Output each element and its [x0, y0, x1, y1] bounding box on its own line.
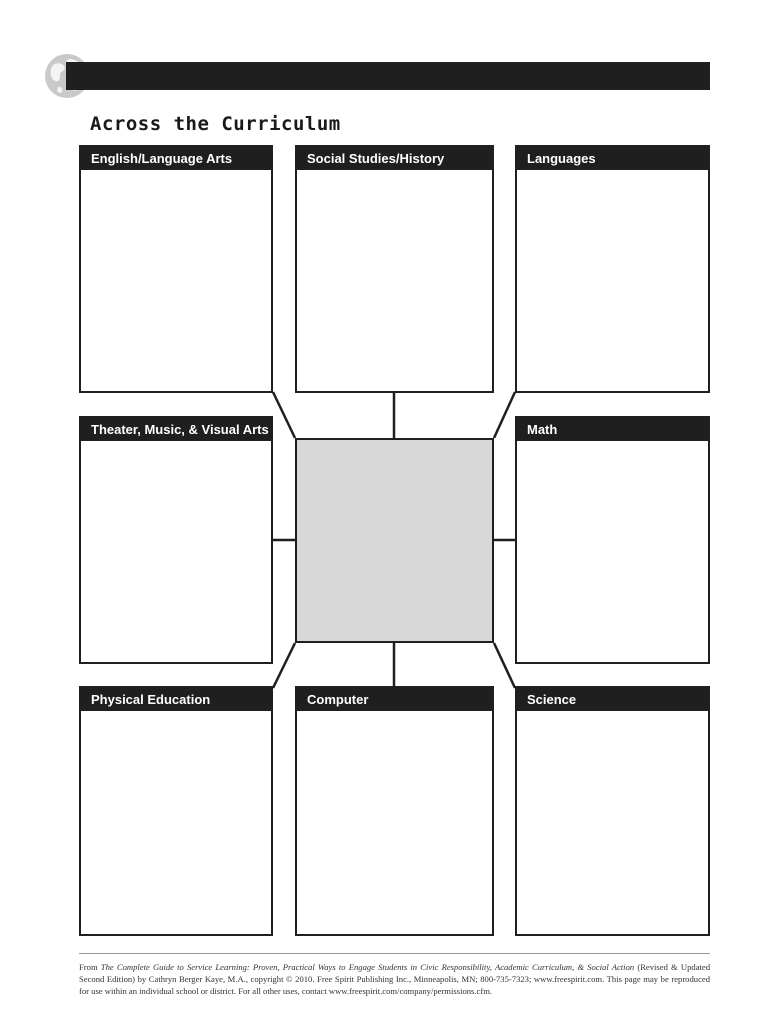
box-science — [515, 686, 710, 936]
box-languages — [515, 145, 710, 393]
footer-divider — [79, 953, 710, 954]
box-header-label: English/Language Arts — [81, 147, 271, 170]
footer-prefix: From — [79, 962, 101, 972]
footer-book-title: The Complete Guide to Service Learning: Proven, Practical Ways to Engage Students in Civic Responsibility, Academic Curriculum, & Social Action — [100, 962, 635, 972]
box-english-language-arts — [79, 145, 273, 393]
box-header-label: Languages — [517, 147, 708, 170]
box-header-label: Physical Education — [81, 688, 271, 711]
box-header-label: Math — [517, 418, 708, 441]
box-computer — [295, 686, 494, 936]
box-header-label: Science — [517, 688, 708, 711]
box-theater-music-visual-arts — [79, 416, 273, 664]
box-header-label: Theater, Music, & Visual Arts — [81, 418, 271, 441]
box-physical-education — [79, 686, 273, 936]
footer-suffix: (Revised & Updated Second Edition) by Cathryn Berger Kaye, M.A., copyright © 2010. Free Spirit Publishing Inc., Minneapolis, MN; 800-735-7323; www.freespirit.com. This page may be reproduced for use within an individual school or district. For all other uses, contact www.freespirit.com/company/permissions.cfm. — [79, 962, 711, 996]
box-social-studies-history — [295, 145, 494, 393]
box-math — [515, 416, 710, 664]
page-title: Across the Curriculum — [90, 113, 341, 135]
copyright-footer — [79, 961, 710, 997]
box-header-label: Social Studies/History — [297, 147, 492, 170]
box-header-label: Computer — [297, 688, 492, 711]
center-box — [295, 438, 494, 643]
